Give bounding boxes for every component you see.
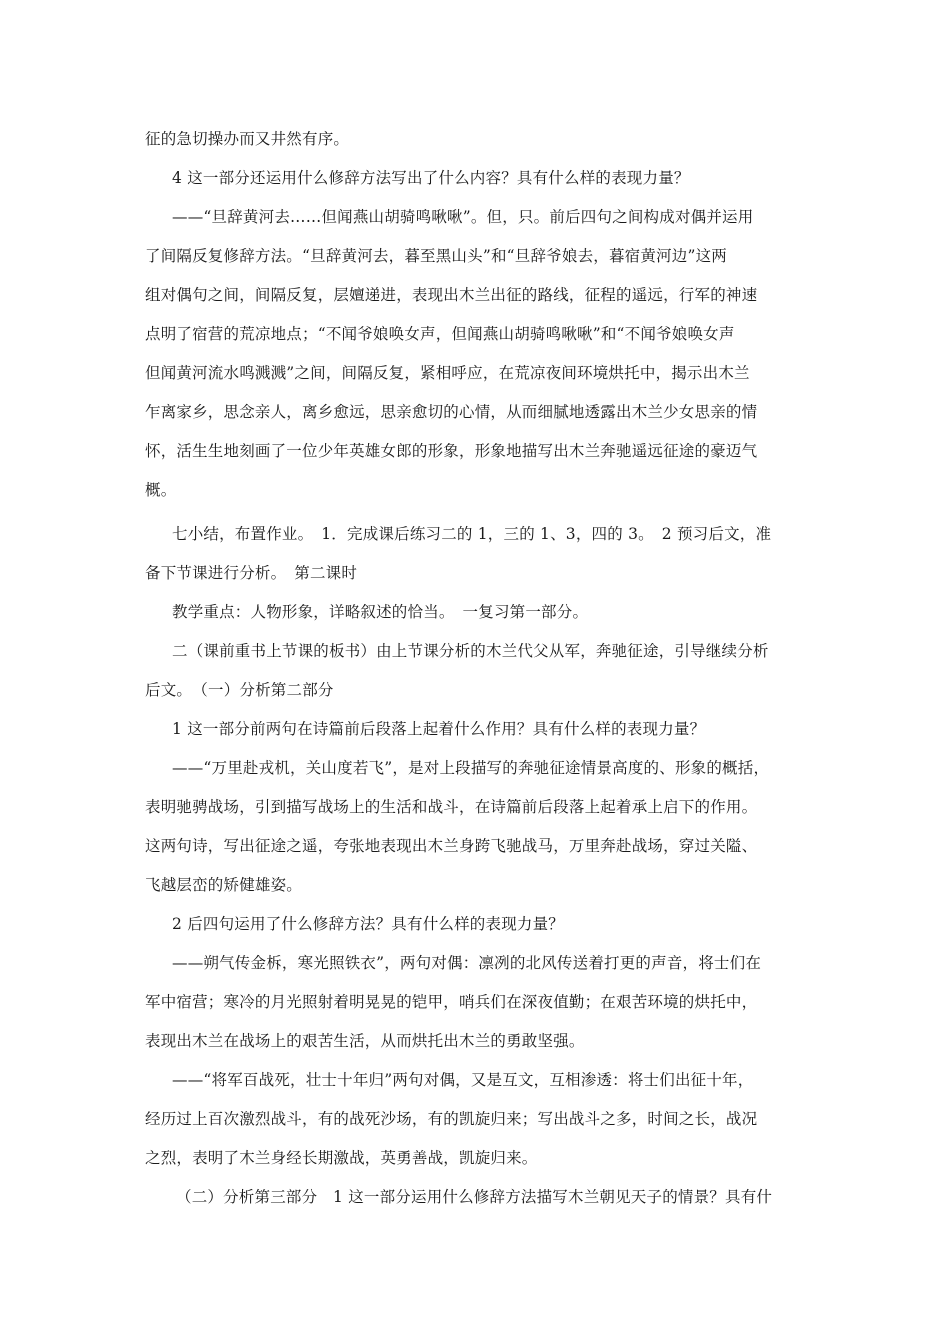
text-line: 4 这一部分还运用什么修辞方法写出了什么内容？具有什么样的表现力量？ <box>172 169 690 187</box>
text-line: 二（课前重书上节课的板书）由上节课分析的木兰代父从军，奔驰征途，引导继续分析 <box>172 642 769 660</box>
text-line: 怀，活生生地刻画了一位少年英雄女郎的形象，形象地描写出木兰奔驰遥远征途的豪迈气 <box>145 442 758 460</box>
text-line: 2 后四句运用了什么修辞方法？具有什么样的表现力量？ <box>172 915 564 933</box>
text-line: 表现出木兰在战场上的艰苦生活，从而烘托出木兰的勇敢坚强。 <box>145 1032 585 1050</box>
text-line: 七小结，布置作业。 1．完成课后练习二的 1，三的 1、3，四的 3。 2 预习后文，准 <box>172 525 772 543</box>
text-line: 经历过上百次激烈战斗，有的战死沙场，有的凯旋归来；写出战斗之多，时间之长，战况 <box>145 1110 758 1128</box>
text-line: 概。 <box>145 481 177 499</box>
text-line: 教学重点：人物形象，详略叙述的恰当。 一复习第一部分。 <box>172 603 589 621</box>
text-line: 征的急切操办而又井然有序。 <box>145 130 350 148</box>
text-line: 但闻黄河流水鸣溅溅”之间，间隔反复，紧相呼应，在荒凉夜间环境烘托中，揭示出木兰 <box>145 364 750 382</box>
text-line: 这两句诗，写出征途之遥，夸张地表现出木兰身跨飞驰战马，万里奔赴战场，穿过关隘、 <box>145 837 758 855</box>
text-line: 了间隔反复修辞方法。“旦辞黄河去，暮至黑山头”和“旦辞爷娘去，暮宿黄河边”这两 <box>145 247 727 265</box>
text-line: 点明了宿营的荒凉地点；“不闻爷娘唤女声，但闻燕山胡骑鸣啾啾”和“不闻爷娘唤女声 <box>145 325 735 343</box>
text-line: 之烈，表明了木兰身经长期激战，英勇善战，凯旋归来。 <box>145 1149 538 1167</box>
text-line: 1 这一部分前两句在诗篇前后段落上起着什么作用？具有什么样的表现力量？ <box>172 720 706 738</box>
text-line: 组对偶句之间，间隔反复，层嬗递进，表现出木兰出征的路线，征程的遥远，行军的神速 <box>145 286 758 304</box>
text-line: ——“万里赴戎机，关山度若飞”，是对上段描写的奔驰征途情景高度的、形象的概括， <box>172 759 770 777</box>
text-line: ——“旦辞黄河去……但闻燕山胡骑鸣啾啾”。但，只。前后四句之间构成对偶并运用 <box>172 208 754 226</box>
text-line: ——“将军百战死，壮士十年归”两句对偶，又是互文，互相渗透：将士们出征十年， <box>172 1071 754 1089</box>
text-line: 军中宿营；寒冷的月光照射着明晃晃的铠甲，哨兵们在深夜值勤；在艰苦环境的烘托中， <box>145 993 758 1011</box>
text-line: ——朔气传金柝，寒光照铁衣”，两句对偶：凛冽的北风传送着打更的声音，将士们在 <box>172 954 762 972</box>
text-line: 乍离家乡，思念亲人，离乡愈远，思亲愈切的心情，从而细腻地透露出木兰少女思亲的情 <box>145 403 758 421</box>
text-line: 表明驰骋战场，引到描写战场上的生活和战斗，在诗篇前后段落上起着承上启下的作用。 <box>145 798 758 816</box>
text-line: 后文。 （一）分析第二部分 <box>145 681 334 699</box>
text-line: 飞越层峦的矫健雄姿。 <box>145 876 303 894</box>
text-line: 备下节课进行分析。 第二课时 <box>145 564 358 582</box>
text-line: （二）分析第三部分 1 这一部分运用什么修辞方法描写木兰朝见天子的情景？具有什 <box>176 1188 773 1206</box>
